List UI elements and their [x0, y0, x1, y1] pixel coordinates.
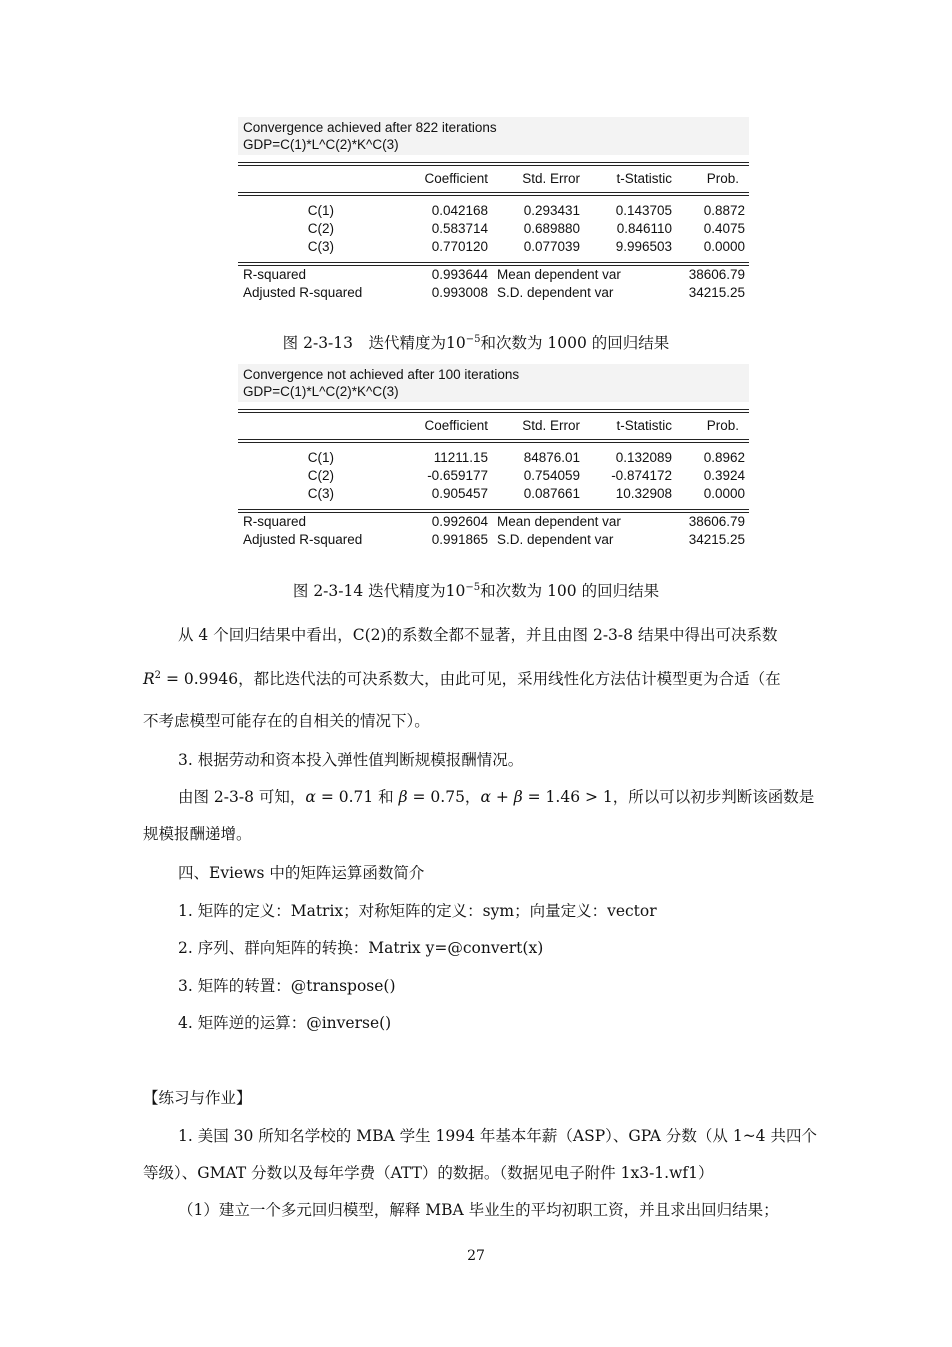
stat-row — [238, 284, 749, 302]
equation-spec: GDP=C(1)*L^C(2)*K^C(3) — [243, 384, 399, 399]
coefficient-value: 0.770120 — [431, 239, 488, 254]
alpha-symbol: α — [480, 788, 491, 806]
stat-label: Mean dependent var — [497, 514, 621, 529]
prob-value: 0.0000 — [703, 486, 745, 501]
std-error-value: 0.754059 — [523, 468, 580, 483]
paragraph-text: 由图 2-3-8 可知， — [178, 788, 306, 806]
variable-name: C(3) — [307, 486, 334, 501]
std-error-value: 0.077039 — [523, 239, 580, 254]
prob-value: 0.8962 — [703, 450, 745, 465]
paragraph-text: = 0.75， — [407, 788, 481, 806]
beta-symbol: β — [513, 788, 523, 806]
stat-row — [238, 513, 749, 531]
paragraph-line: 等级）、GMAT 分数以及每年学费（ATT）的数据。（数据见电子附件 1x3-1.wf1） — [143, 1164, 714, 1182]
paragraph-text: + — [490, 788, 514, 806]
caption-text: 图 2-3-13 迭代精度为10 — [282, 334, 466, 352]
section-heading: 四、Eviews 中的矩阵运算函数简介 — [178, 864, 425, 882]
r-squared-value: = 0.9946 — [161, 670, 239, 688]
stat-row — [238, 531, 749, 549]
std-error-value: 0.087661 — [523, 486, 580, 501]
column-header: Coefficient — [424, 171, 488, 186]
paragraph-line: 3. 根据劳动和资本投入弹性值判断规模报酬情况。 — [178, 751, 524, 769]
paragraph-line: （1）建立一个多元回归模型，解释 MBA 毕业生的平均初职工资，并且求出回归结果； — [178, 1201, 779, 1219]
coefficient-value: -0.659177 — [427, 468, 488, 483]
list-item: 3. 矩阵的转置：@transpose() — [178, 977, 396, 995]
list-item: 4. 矩阵逆的运算：@inverse() — [178, 1014, 392, 1032]
paragraph-line: 1. 美国 30 所知名学校的 MBA 学生 1994 年基本年薪（ASP）、GPA 分数（从 1~4 共四个 — [178, 1127, 817, 1145]
caption-text: 图 2-3-14 迭代精度为10 — [292, 582, 466, 600]
coefficient-value: 11211.15 — [433, 450, 488, 465]
stat-value: 0.991865 — [431, 532, 488, 547]
column-header: Std. Error — [522, 171, 580, 186]
regression-table-2 — [238, 364, 749, 549]
coefficient-table — [238, 413, 749, 439]
table-row — [238, 238, 749, 256]
caption-text: 和次数为 100 的回归结果 — [480, 582, 660, 600]
section-heading: 【练习与作业】 — [143, 1089, 252, 1107]
coefficient-rows — [238, 449, 749, 503]
variable-name: C(1) — [307, 203, 334, 218]
coefficient-value: 0.905457 — [431, 486, 488, 501]
convergence-note: Convergence not achieved after 100 iterations — [243, 367, 520, 382]
list-item: 1. 矩阵的定义：Matrix；对称矩阵的定义：sym；向量定义：vector — [178, 902, 657, 920]
table-row — [238, 449, 749, 467]
stat-value: 0.992604 — [431, 514, 488, 529]
table-header — [238, 364, 749, 402]
std-error-value: 0.293431 — [523, 203, 580, 218]
t-stat-value: 0.846110 — [616, 221, 672, 236]
stat-label: Adjusted R-squared — [243, 285, 363, 300]
caption-exponent: −5 — [465, 333, 481, 345]
coefficient-value: 0.042168 — [431, 203, 488, 218]
prob-value: 0.8872 — [703, 203, 745, 218]
prob-value: 0.4075 — [703, 221, 745, 236]
stat-value: 0.993644 — [431, 267, 488, 282]
coefficient-value: 0.583714 — [431, 221, 488, 236]
prob-value: 0.0000 — [703, 239, 745, 254]
variable-name: C(2) — [307, 468, 334, 483]
page-number: 27 — [467, 1248, 485, 1264]
stat-value: 38606.79 — [688, 267, 745, 282]
t-stat-value: 0.132089 — [615, 450, 672, 465]
column-header: Std. Error — [522, 418, 580, 433]
paragraph-line: 不考虑模型可能存在的自相关的情况下）。 — [143, 712, 430, 730]
variable-name: C(2) — [307, 221, 334, 236]
regression-table-1 — [238, 117, 749, 302]
table-row — [238, 467, 749, 485]
coefficient-table — [238, 166, 749, 192]
prob-value: 0.3924 — [703, 468, 745, 483]
caption-text: 和次数为 1000 的回归结果 — [480, 334, 670, 352]
column-header: Prob. — [706, 418, 739, 433]
column-headers — [238, 413, 749, 439]
paragraph-line: 规模报酬递增。 — [143, 825, 252, 843]
t-stat-value: 9.996503 — [615, 239, 672, 254]
column-header: t-Statistic — [616, 418, 672, 433]
fit-statistics — [238, 266, 749, 302]
caption-exponent: −5 — [465, 581, 481, 593]
t-stat-value: 10.32908 — [615, 486, 672, 501]
stat-value: 34215.25 — [688, 285, 745, 300]
column-headers — [238, 166, 749, 192]
list-item: 2. 序列、群向矩阵的转换：Matrix y=@convert(x) — [178, 939, 544, 957]
equation-spec: GDP=C(1)*L^C(2)*K^C(3) — [243, 137, 399, 152]
paragraph-line — [178, 785, 814, 807]
stat-label: R-squared — [243, 267, 307, 282]
stat-label: S.D. dependent var — [497, 532, 614, 547]
t-stat-value: 0.143705 — [615, 203, 672, 218]
paragraph-text: = 0.71 和 — [315, 788, 399, 806]
stat-label: Mean dependent var — [497, 267, 621, 282]
column-header: t-Statistic — [616, 171, 672, 186]
stat-label: R-squared — [243, 514, 307, 529]
column-header: Prob. — [706, 171, 739, 186]
t-stat-value: -0.874172 — [611, 468, 672, 483]
fit-statistics — [238, 513, 749, 549]
paragraph-text: ，都比迭代法的可决系数大，由此可见，采用线性化方法估计模型更为合适（在 — [238, 670, 781, 688]
column-header: Coefficient — [424, 418, 488, 433]
stat-label: S.D. dependent var — [497, 285, 614, 300]
coefficient-rows — [238, 202, 749, 256]
table-header — [238, 117, 749, 155]
variable-name: C(3) — [307, 239, 334, 254]
alpha-symbol: α — [305, 788, 316, 806]
paragraph-line — [143, 667, 781, 689]
table-row — [238, 485, 749, 503]
stat-value: 38606.79 — [688, 514, 745, 529]
stat-row — [238, 266, 749, 284]
paragraph-text: = 1.46 > 1，所以可以初步判断该函数是 — [522, 788, 815, 806]
figure-caption — [0, 579, 952, 601]
std-error-value: 84876.01 — [523, 450, 580, 465]
convergence-note: Convergence achieved after 822 iterations — [243, 120, 497, 135]
stat-value: 34215.25 — [688, 532, 745, 547]
stat-value: 0.993008 — [431, 285, 488, 300]
beta-symbol: β — [398, 788, 408, 806]
stat-label: Adjusted R-squared — [243, 532, 363, 547]
table-row — [238, 202, 749, 220]
figure-caption — [0, 331, 952, 353]
exponent: 2 — [154, 669, 162, 681]
r-squared-symbol: R — [143, 670, 155, 688]
variable-name: C(1) — [307, 450, 334, 465]
table-row — [238, 220, 749, 238]
paragraph-line: 从 4 个回归结果中看出，C(2)的系数全都不显著，并且由图 2-3-8 结果中得出可决系数 — [178, 626, 778, 644]
std-error-value: 0.689880 — [523, 221, 580, 236]
